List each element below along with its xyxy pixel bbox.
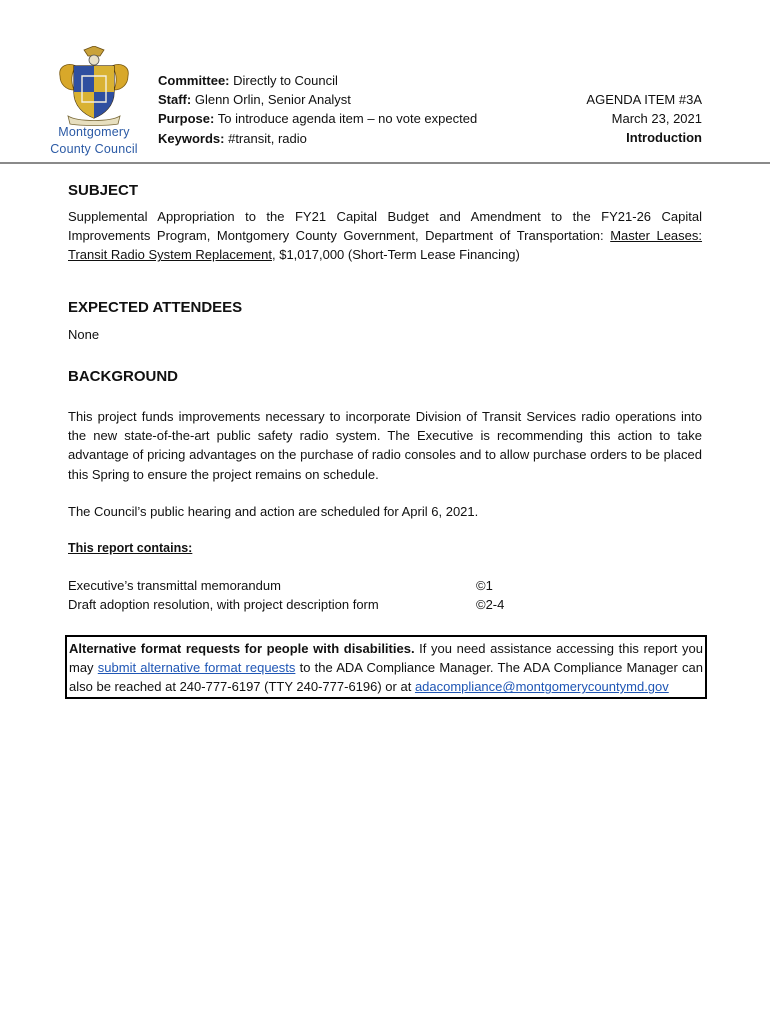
committee-value: Directly to Council xyxy=(233,73,338,88)
committee-label: Committee: xyxy=(158,73,230,88)
contents-item: Executive’s transmittal memorandum xyxy=(68,578,281,594)
contents-page: ©1 xyxy=(476,578,493,594)
subject-section xyxy=(68,182,702,265)
agenda-info xyxy=(586,90,702,148)
attendees-heading: EXPECTED ATTENDEES xyxy=(68,299,243,316)
contents-page: ©2-4 xyxy=(476,597,505,613)
keywords-value: #transit, radio xyxy=(228,130,307,146)
staff-label: Staff: xyxy=(158,92,192,108)
background-paragraph-1: This project funds improvements necessary to incorporate Division of Transit Services radio operations into the new state-of-the-art public safety radio system. The Executive is recommending this action to take advantage of pricing advantages on the purchase of radio consoles and to allow purchase orders to be placed this Spring to ensure the project remains on schedule. xyxy=(68,409,702,482)
report-contents-heading: This report contains: xyxy=(68,541,193,556)
org-name-line1: Montgomery xyxy=(58,125,130,139)
accessibility-text-1: If you need assistance accessing this report you may xyxy=(69,641,703,676)
organization-name xyxy=(40,124,148,158)
purpose-label: Purpose: xyxy=(158,111,215,127)
accessibility-text-2: to the ADA Compliance Manager. The ADA Compliance Manager can also be reached at 240-777-6197 (TTY 240-777-6196) or at xyxy=(69,660,704,695)
background-heading: BACKGROUND xyxy=(68,368,178,385)
report-contents-table xyxy=(68,576,504,614)
purpose-value: To introduce agenda item – no vote expected xyxy=(217,111,478,127)
keywords-label: Keywords: xyxy=(158,130,225,146)
subject-text-part1: Supplemental Appropriation to the FY21 Capital Budget and Amendment to the FY21-26 Capital Improvements Program, Montgomery County Government, Department of Transportation: xyxy=(68,209,702,244)
alternative-format-link[interactable]: submit alternative format requests xyxy=(97,660,296,676)
contents-item: Draft adoption resolution, with project description form xyxy=(68,597,379,613)
background-paragraph-2: The Council’s public hearing and action are scheduled for April 6, 2021. xyxy=(68,503,479,519)
memo-metadata xyxy=(158,71,477,148)
purpose-line xyxy=(158,109,477,128)
staff-line xyxy=(158,90,477,109)
accessibility-bold-text: Alternative format requests for people with disabilities. xyxy=(69,641,415,656)
accessibility-notice xyxy=(65,635,707,699)
committee-line xyxy=(158,71,477,90)
agenda-date: March 23, 2021 xyxy=(611,111,702,127)
org-name-line2: County Council xyxy=(50,142,138,156)
attendees-section xyxy=(68,299,702,344)
keywords-line xyxy=(158,129,477,148)
table-row xyxy=(68,595,504,614)
staff-value: Glenn Orlin, Senior Analyst xyxy=(194,92,351,108)
subject-text xyxy=(68,207,702,265)
agenda-item-number: AGENDA ITEM #3A xyxy=(586,92,702,107)
subject-text-part2: , $1,017,000 (Short-Term Lease Financing) xyxy=(272,247,520,263)
document-header xyxy=(0,0,770,164)
subject-project-link[interactable]: Master Leases: Transit Radio System Replacement xyxy=(68,228,703,263)
table-row xyxy=(68,576,504,595)
background-section xyxy=(68,368,702,615)
county-seal-icon xyxy=(54,46,134,126)
agenda-stage: Introduction xyxy=(626,130,702,146)
subject-heading: SUBJECT xyxy=(68,182,139,199)
attendees-text: None xyxy=(68,327,100,342)
ada-email-link[interactable]: adacompliance@montgomerycountymd.gov xyxy=(414,679,669,695)
